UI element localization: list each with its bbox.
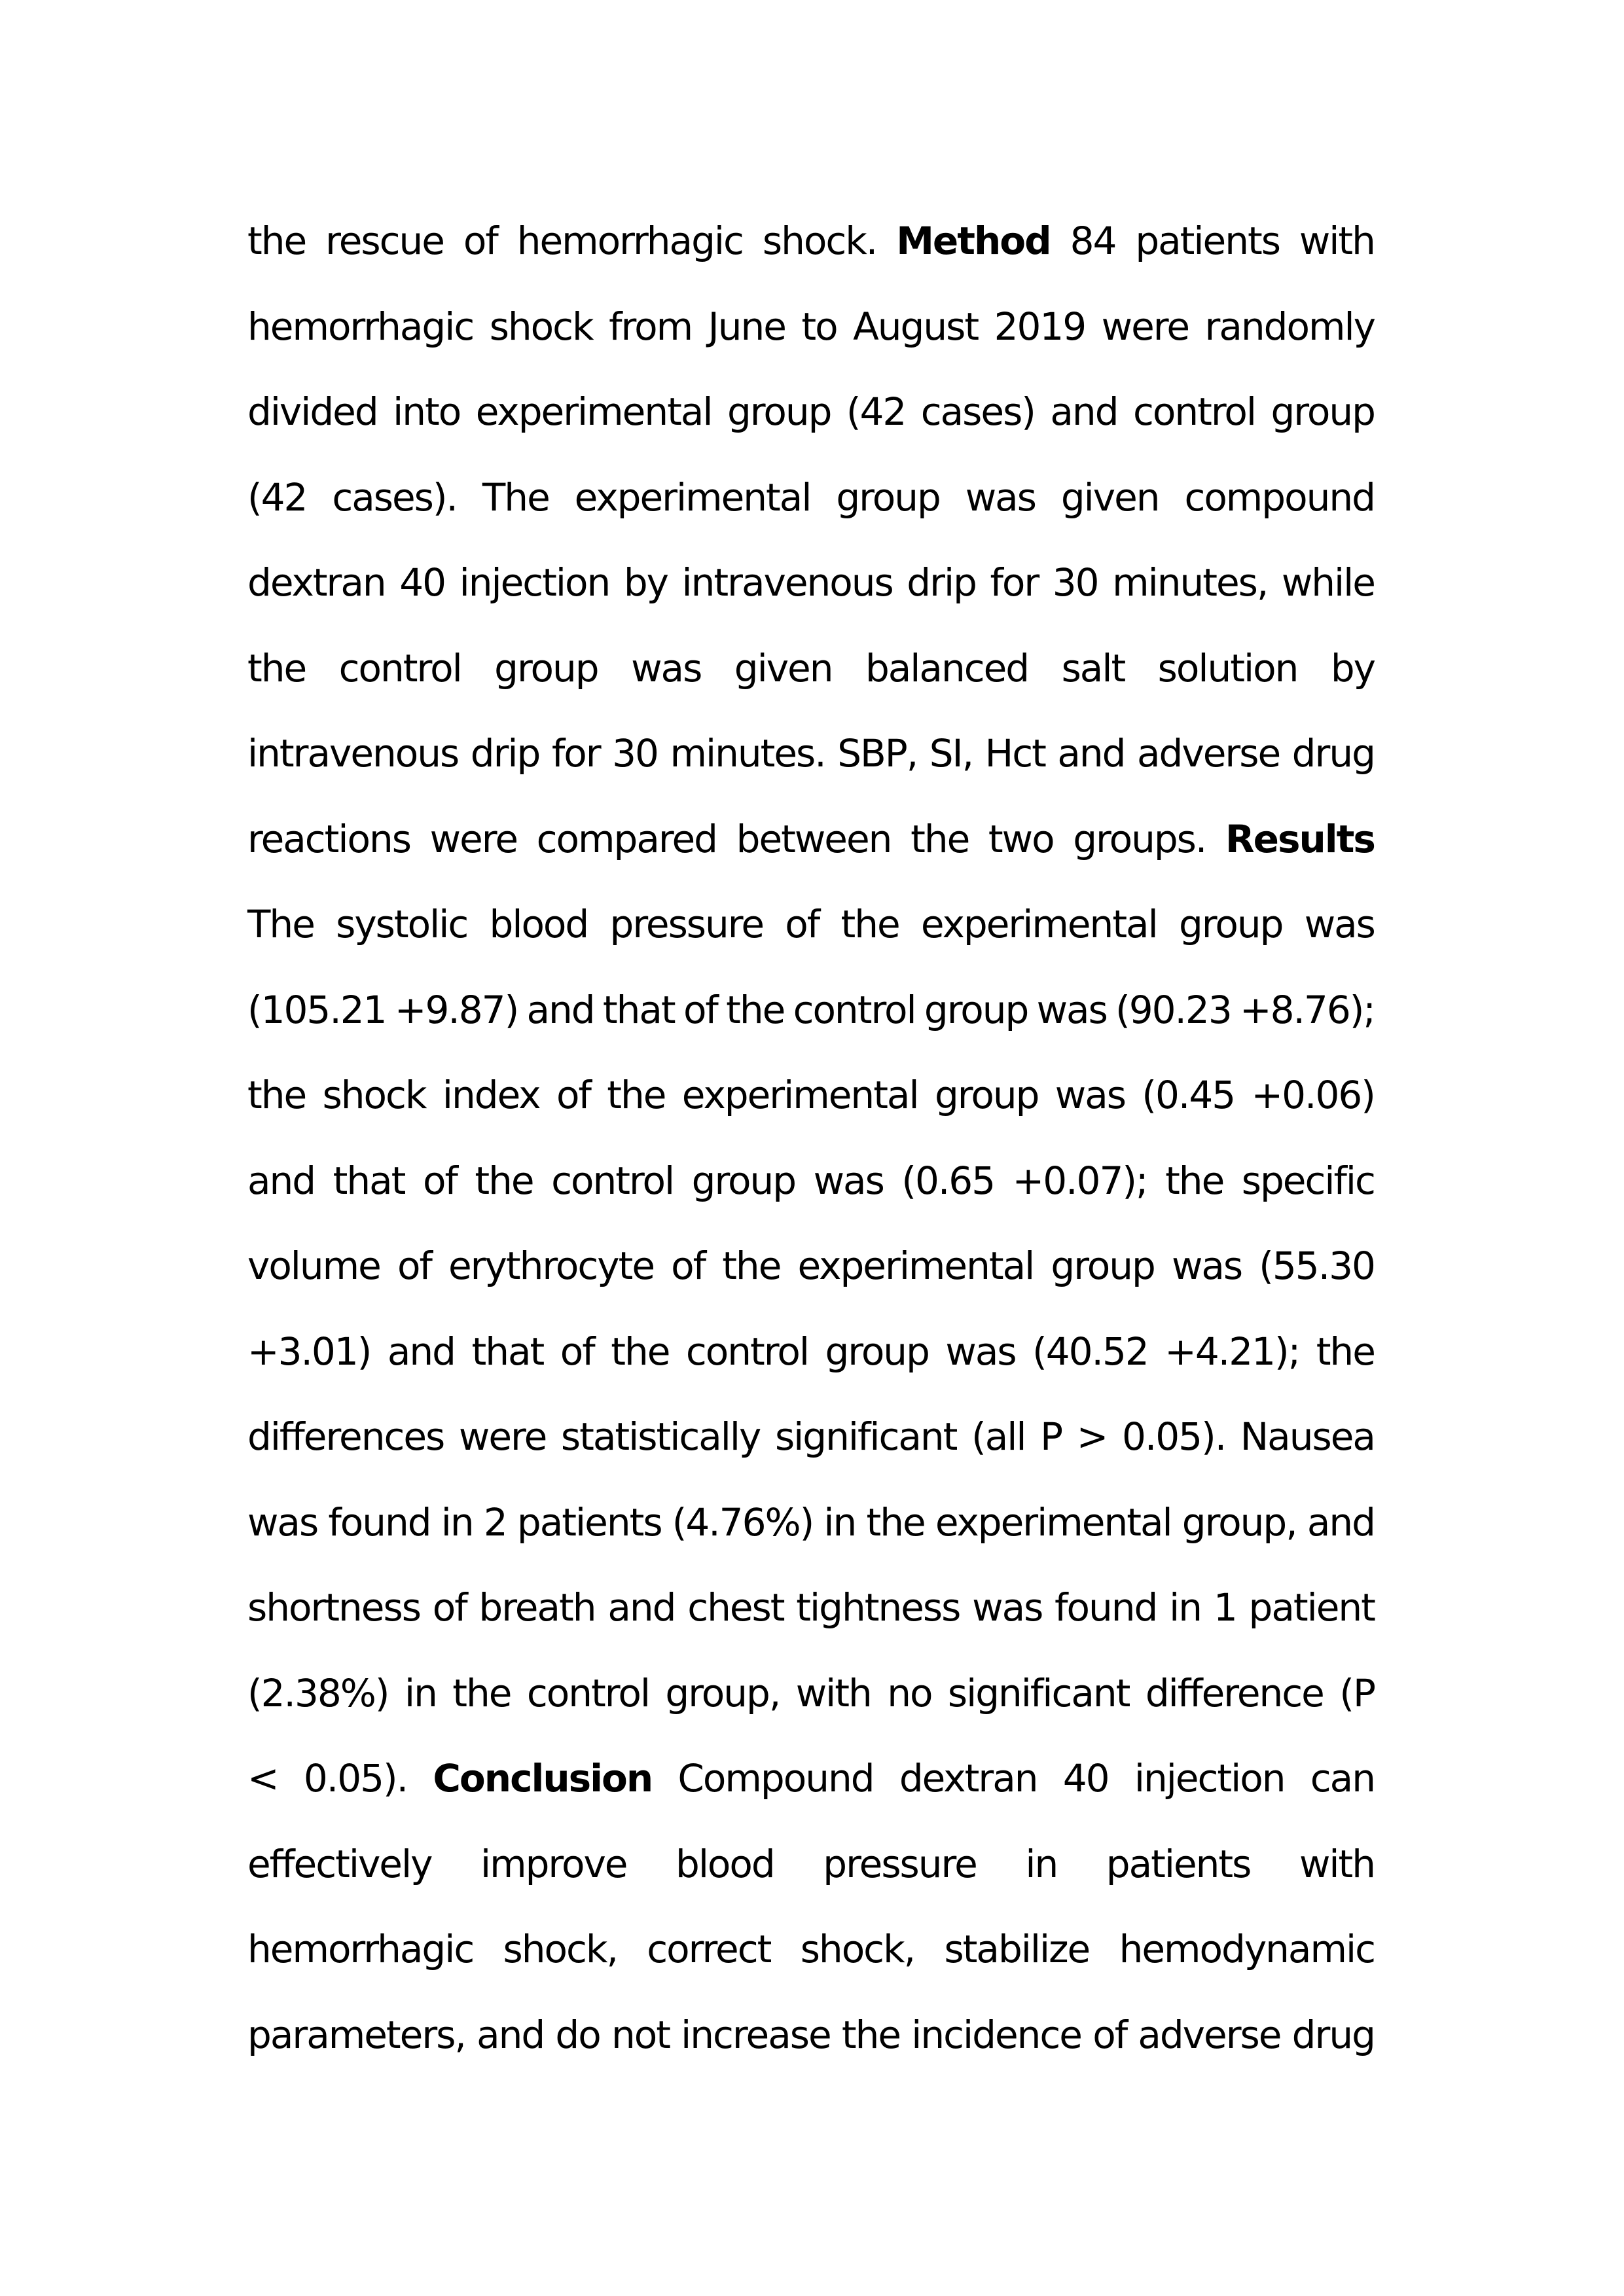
word: +8.76); — [1240, 987, 1375, 1032]
word: (4.76%) — [672, 1499, 814, 1545]
word: was — [1055, 1073, 1125, 1117]
word: group, — [665, 1670, 780, 1715]
word: group — [1051, 1244, 1155, 1288]
word: increase — [681, 2012, 831, 2057]
word: statistically — [560, 1414, 761, 1459]
word: control — [526, 1670, 649, 1715]
word: significant — [774, 1414, 957, 1459]
word: specific — [1241, 1158, 1375, 1203]
word: group — [934, 1073, 1039, 1117]
text-line — [247, 465, 1375, 550]
word: cases) — [920, 389, 1035, 434]
word: group — [1178, 902, 1283, 946]
word: (40.52 — [1032, 1329, 1148, 1374]
text-line — [247, 1575, 1375, 1660]
word: parameters, — [247, 2012, 465, 2057]
word: index — [442, 1073, 540, 1117]
word: control — [685, 1329, 808, 1374]
word: the — [607, 1073, 666, 1117]
text-line — [247, 636, 1375, 721]
word: and — [1050, 389, 1118, 434]
word: difference — [1145, 1670, 1324, 1715]
word: tightness — [796, 1585, 960, 1630]
word: groups. — [1073, 816, 1206, 861]
text-line — [247, 2002, 1375, 2088]
word: shortness — [247, 1585, 420, 1630]
word: rescue — [325, 219, 444, 263]
word: group, — [1182, 1499, 1297, 1545]
word: shock. — [762, 219, 877, 263]
word: +0.06) — [1251, 1073, 1375, 1117]
text-line — [247, 1490, 1375, 1575]
word: (42 — [247, 475, 307, 520]
word: Hct — [984, 731, 1045, 776]
text-line — [247, 294, 1375, 380]
word: patients — [1106, 1841, 1251, 1886]
word: experimental — [920, 902, 1157, 946]
word: by — [623, 560, 668, 605]
word: (105.21 — [247, 987, 386, 1032]
word: was — [1304, 902, 1375, 946]
text-line — [247, 208, 1375, 294]
word: hemodynamic — [1119, 1927, 1375, 1971]
word: The — [482, 475, 549, 520]
word: minutes. — [670, 731, 825, 776]
word: 2019 — [994, 304, 1086, 349]
text-line — [247, 1404, 1375, 1490]
word: (all — [971, 1414, 1026, 1459]
word: was — [1036, 987, 1107, 1032]
section-heading: Results — [1225, 816, 1375, 861]
word: compared — [536, 816, 717, 861]
word: the — [247, 1073, 306, 1117]
word: the — [452, 1670, 511, 1715]
word: hemorrhagic — [247, 304, 474, 349]
word: injection — [1134, 1756, 1285, 1801]
word: (0.45 — [1142, 1073, 1235, 1117]
word: found — [1055, 1585, 1157, 1630]
word: adverse — [1138, 2012, 1281, 2057]
word: patients — [516, 1499, 662, 1545]
word: > — [1076, 1414, 1108, 1459]
text-line — [247, 1062, 1375, 1148]
text-line — [247, 1746, 1375, 1831]
word: 30 — [1052, 560, 1098, 605]
word: group — [727, 389, 831, 434]
word: chest — [687, 1585, 784, 1630]
word: erythrocyte — [448, 1244, 655, 1288]
word: were — [458, 1414, 547, 1459]
word: P — [1040, 1414, 1062, 1459]
word: significant — [947, 1670, 1130, 1715]
word: of — [785, 902, 820, 946]
word: divided — [247, 389, 378, 434]
word: incidence — [911, 2012, 1081, 2057]
word: patients — [1135, 219, 1280, 263]
word: Compound — [677, 1756, 874, 1801]
word: in — [1169, 1585, 1202, 1630]
word: 40 — [399, 560, 446, 605]
word: August — [853, 304, 979, 349]
word: intravenous — [681, 560, 893, 605]
word: injection — [459, 560, 610, 605]
word: correct — [647, 1927, 771, 1971]
word: group — [494, 645, 598, 691]
word: drug — [1291, 731, 1375, 776]
text-line — [247, 379, 1375, 465]
word: group — [691, 1158, 796, 1203]
word: the — [911, 816, 969, 861]
word: the — [1316, 1329, 1375, 1374]
word: was — [813, 1158, 884, 1203]
word: salt — [1061, 645, 1125, 691]
text-line — [247, 891, 1375, 977]
word: control — [1132, 389, 1256, 434]
word: pressure — [823, 1841, 977, 1886]
word: stabilize — [944, 1927, 1090, 1971]
word: group — [924, 987, 1028, 1032]
word: The — [247, 902, 314, 946]
section-heading: Method — [896, 219, 1051, 263]
word: minutes, — [1112, 560, 1268, 605]
word: dextran — [899, 1756, 1038, 1801]
word: reactions — [247, 816, 411, 861]
text-line — [247, 550, 1375, 636]
word: breath — [478, 1585, 596, 1630]
word: (90.23 — [1115, 987, 1231, 1032]
word: the — [247, 219, 306, 263]
word: of — [432, 1585, 467, 1630]
word: to — [801, 304, 837, 349]
word: of — [463, 219, 497, 263]
text-line — [247, 721, 1375, 806]
text-line — [247, 1319, 1375, 1405]
word: the — [475, 1158, 533, 1203]
word: of — [422, 1158, 457, 1203]
word: of — [560, 1329, 594, 1374]
word: (P — [1339, 1670, 1375, 1715]
text-line — [247, 1831, 1375, 1917]
word: of — [397, 1244, 431, 1288]
word: that — [333, 1158, 405, 1203]
word: < — [247, 1756, 278, 1801]
word: the — [841, 2012, 901, 2057]
word: +4.21); — [1164, 1329, 1300, 1374]
word: intravenous — [247, 731, 459, 776]
word: two — [988, 816, 1054, 861]
word: experimental — [574, 475, 811, 520]
word: 30 — [612, 731, 658, 776]
word: experimental — [935, 1499, 1172, 1545]
word: and — [1307, 1499, 1375, 1545]
word: was — [247, 1499, 318, 1545]
word: were — [1101, 304, 1189, 349]
word: the — [866, 1499, 925, 1545]
word: and — [387, 1329, 455, 1374]
word: experimental — [797, 1244, 1034, 1288]
word: and — [1057, 731, 1125, 776]
word: and — [247, 1158, 316, 1203]
word: from — [609, 304, 693, 349]
word: for — [551, 731, 600, 776]
word: into — [393, 389, 461, 434]
word: experimental — [681, 1073, 918, 1117]
word: given — [734, 645, 833, 691]
word: of — [683, 987, 717, 1032]
section-heading: Conclusion — [433, 1756, 653, 1801]
word: shock — [322, 1073, 426, 1117]
word: +0.07); — [1012, 1158, 1147, 1203]
word: improve — [480, 1841, 627, 1886]
word: compound — [1184, 475, 1375, 520]
word: group — [825, 1329, 929, 1374]
word: the — [722, 1244, 781, 1288]
word: effectively — [247, 1841, 432, 1886]
word: 0.05). — [303, 1756, 408, 1801]
word: +3.01) — [247, 1329, 371, 1374]
word: 1 — [1213, 1585, 1236, 1630]
word: 0.05). — [1121, 1414, 1226, 1459]
word: while — [1281, 560, 1375, 605]
word: in — [1025, 1841, 1058, 1886]
word: (55.30 — [1259, 1244, 1375, 1288]
text-line — [247, 806, 1375, 892]
word: control — [338, 645, 461, 691]
word: solution — [1157, 645, 1298, 691]
word: adverse — [1137, 731, 1280, 776]
word: blood — [676, 1841, 774, 1886]
word: was — [945, 1329, 1016, 1374]
word: SI, — [929, 731, 973, 776]
word: found — [328, 1499, 431, 1545]
word: balanced — [865, 645, 1029, 691]
word: the — [1165, 1158, 1224, 1203]
word: in — [404, 1670, 437, 1715]
word: by — [1330, 645, 1375, 691]
word: of — [671, 1244, 706, 1288]
word: randomly — [1204, 304, 1375, 349]
word: the — [247, 645, 306, 691]
text-line — [247, 1660, 1375, 1746]
word: the — [611, 1329, 670, 1374]
word: of — [556, 1073, 590, 1117]
word: drug — [1291, 2012, 1375, 2057]
word: drip — [470, 731, 540, 776]
word: (42 — [846, 389, 906, 434]
word: 2 — [483, 1499, 507, 1545]
word: group — [1271, 389, 1375, 434]
word: was — [972, 1585, 1043, 1630]
word: +9.87) — [394, 987, 518, 1032]
word: with — [1299, 219, 1375, 263]
word: cases). — [332, 475, 457, 520]
word: between — [736, 816, 892, 861]
word: systolic — [336, 902, 468, 946]
text-line — [247, 977, 1375, 1063]
word: (0.65 — [901, 1158, 995, 1203]
word: no — [887, 1670, 932, 1715]
word: drip — [907, 560, 976, 605]
word: shock, — [800, 1927, 915, 1971]
word: pressure — [609, 902, 764, 946]
word: hemorrhagic — [516, 219, 743, 263]
word: 40 — [1062, 1756, 1109, 1801]
word: can — [1310, 1756, 1375, 1801]
word: shock — [489, 304, 593, 349]
word: that — [602, 987, 675, 1032]
word: in — [823, 1499, 856, 1545]
word: was — [631, 645, 702, 691]
word: was — [965, 475, 1036, 520]
word: for — [990, 560, 1039, 605]
word: control — [793, 987, 916, 1032]
text-line — [247, 1148, 1375, 1234]
word: patient — [1248, 1585, 1375, 1630]
word: was — [1171, 1244, 1242, 1288]
word: dextran — [247, 560, 386, 605]
word: and — [607, 1585, 676, 1630]
word: given — [1060, 475, 1159, 520]
word: SBP, — [837, 731, 918, 776]
word: 84 — [1070, 219, 1116, 263]
word: and — [526, 987, 594, 1032]
word: hemorrhagic — [247, 1927, 474, 1971]
text-line — [247, 1233, 1375, 1319]
word: experimental — [475, 389, 712, 434]
abstract-text — [247, 208, 1375, 2087]
word: shock, — [503, 1927, 617, 1971]
word: group — [836, 475, 940, 520]
word: control — [551, 1158, 674, 1203]
word: not — [611, 2012, 670, 2057]
word: the — [726, 987, 785, 1032]
word: blood — [489, 902, 588, 946]
word: that — [471, 1329, 544, 1374]
word: volume — [247, 1244, 380, 1288]
word: do — [555, 2012, 600, 2057]
word: (2.38%) — [247, 1670, 389, 1715]
word: with — [795, 1670, 871, 1715]
word: Nausea — [1240, 1414, 1375, 1459]
text-line — [247, 1916, 1375, 2002]
word: the — [840, 902, 899, 946]
word: with — [1299, 1841, 1375, 1886]
word: differences — [247, 1414, 444, 1459]
word: June — [708, 304, 785, 349]
word: in — [441, 1499, 473, 1545]
word: were — [429, 816, 518, 861]
word: of — [1092, 2012, 1127, 2057]
word: and — [477, 2012, 545, 2057]
